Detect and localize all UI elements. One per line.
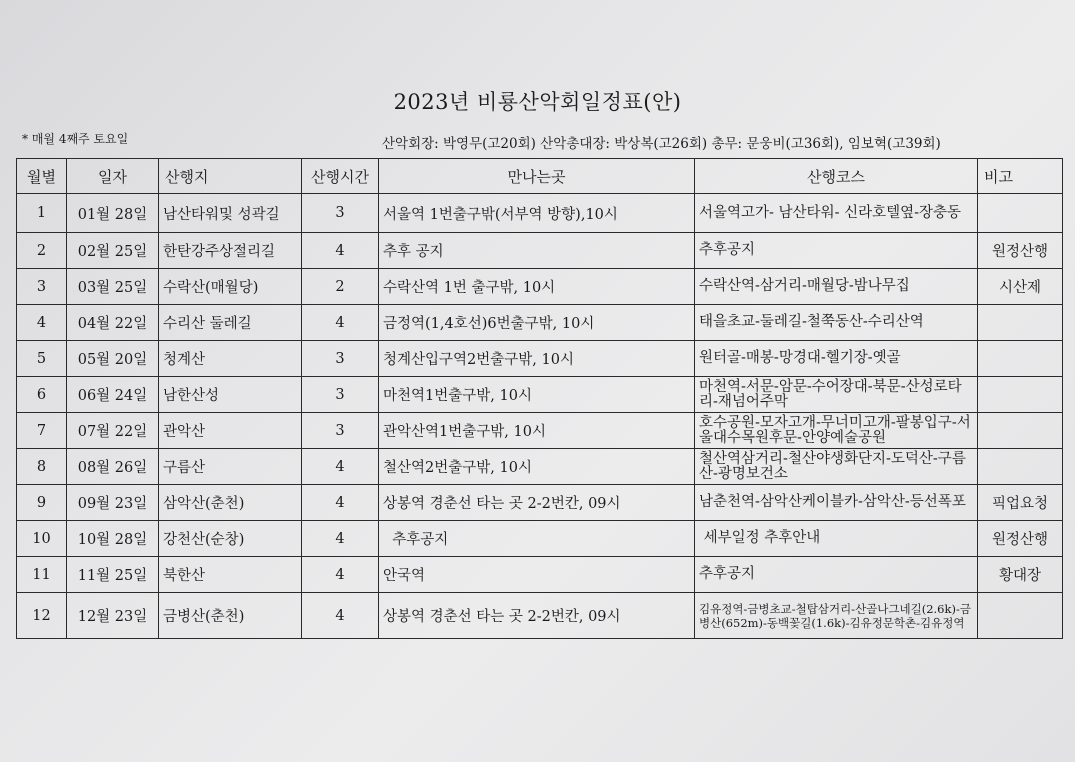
- cell-meeting-place: 추후공지: [379, 521, 695, 557]
- cell-date: 06월 24일: [67, 377, 159, 413]
- table-row: [17, 485, 1063, 521]
- cell-hours: 4: [302, 593, 379, 639]
- cell-course: 철산역삼거리-철산야생화단지-도덕산-구름산-광명보건소: [695, 449, 978, 485]
- header-meeting-place: 만나는곳: [379, 159, 695, 194]
- cell-month: 2: [17, 233, 67, 269]
- officers-line: 산악회장: 박영무(고20회) 산악총대장: 박상복(고26회) 총무: 문웅비(고36회), 임보혁(고39회): [382, 136, 941, 152]
- cell-month: 8: [17, 449, 67, 485]
- cell-date: 09월 23일: [67, 485, 159, 521]
- cell-meeting-place: 마천역1번출구밖, 10시: [379, 377, 695, 413]
- cell-course: 김유정역-금병초교-철탑삼거리-산골나그네길(2.6k)-금병산(652m)-동백꽃길(1.6k)-김유정문학촌-김유정역: [695, 593, 978, 639]
- cell-month: 4: [17, 305, 67, 341]
- header-month: 월별: [17, 159, 67, 194]
- table-row: [17, 305, 1063, 341]
- cell-place: 남한산성: [159, 377, 302, 413]
- cell-remark: [978, 341, 1063, 377]
- cell-month: 3: [17, 269, 67, 305]
- cell-place: 관악산: [159, 413, 302, 449]
- cell-place: 강천산(순창): [159, 521, 302, 557]
- table-row: [17, 233, 1063, 269]
- cell-course: 서울역고가- 남산타워- 신라호텔옆-장충동: [695, 194, 978, 233]
- table-row: [17, 377, 1063, 413]
- cell-meeting-place: 수락산역 1번 출구밖, 10시: [379, 269, 695, 305]
- cell-hours: 4: [302, 233, 379, 269]
- cell-hours: 4: [302, 449, 379, 485]
- cell-course: 마천역-서문-암문-수어장대-북문-산성로타리-재넘어주막: [695, 377, 978, 413]
- cell-meeting-place: 상봉역 경춘선 타는 곳 2-2번칸, 09시: [379, 593, 695, 639]
- cell-date: 10월 28일: [67, 521, 159, 557]
- cell-remark: [978, 593, 1063, 639]
- cell-place: 북한산: [159, 557, 302, 593]
- cell-date: 07월 22일: [67, 413, 159, 449]
- cell-hours: 4: [302, 305, 379, 341]
- cell-date: 03월 25일: [67, 269, 159, 305]
- cell-meeting-place: 안국역: [379, 557, 695, 593]
- cell-date: 04월 22일: [67, 305, 159, 341]
- cell-course: 태을초교-둘레길-철쭉동산-수리산역: [695, 305, 978, 341]
- cell-place: 금병산(춘천): [159, 593, 302, 639]
- cell-hours: 3: [302, 413, 379, 449]
- cell-place: 구름산: [159, 449, 302, 485]
- cell-month: 12: [17, 593, 67, 639]
- table-row: [17, 269, 1063, 305]
- header-course: 산행코스: [695, 159, 978, 194]
- cell-date: 11월 25일: [67, 557, 159, 593]
- table-row: [17, 449, 1063, 485]
- schedule-table: [16, 158, 1063, 639]
- cell-remark: [978, 377, 1063, 413]
- cell-place: 수락산(매월당): [159, 269, 302, 305]
- cell-month: 11: [17, 557, 67, 593]
- cell-place: 수리산 둘레길: [159, 305, 302, 341]
- cell-month: 9: [17, 485, 67, 521]
- cell-place: 한탄강주상절리길: [159, 233, 302, 269]
- cell-remark: 원정산행: [978, 233, 1063, 269]
- cell-place: 삼악산(춘천): [159, 485, 302, 521]
- table-row: [17, 341, 1063, 377]
- cell-hours: 2: [302, 269, 379, 305]
- header-remarks: 비고: [978, 159, 1063, 194]
- cell-date: 08월 26일: [67, 449, 159, 485]
- cell-remark: [978, 194, 1063, 233]
- table-row: [17, 413, 1063, 449]
- cell-course: 남춘천역-삼악산케이블카-삼악산-등선폭포: [695, 485, 978, 521]
- schedule-note: * 매월 4째주 토요일: [22, 132, 129, 146]
- cell-hours: 3: [302, 341, 379, 377]
- cell-hours: 3: [302, 194, 379, 233]
- cell-meeting-place: 상봉역 경춘선 타는 곳 2-2번칸, 09시: [379, 485, 695, 521]
- cell-course: 원터골-매봉-망경대-헬기장-옛골: [695, 341, 978, 377]
- cell-month: 5: [17, 341, 67, 377]
- cell-meeting-place: 철산역2번출구밖, 10시: [379, 449, 695, 485]
- table-row: [17, 194, 1063, 233]
- header-date: 일자: [67, 159, 159, 194]
- cell-hours: 3: [302, 377, 379, 413]
- cell-remark: [978, 305, 1063, 341]
- document-title: 2023년 비룡산악회일정표(안): [393, 90, 682, 114]
- cell-hours: 4: [302, 485, 379, 521]
- cell-meeting-place: 금정역(1,4호선)6번출구밖, 10시: [379, 305, 695, 341]
- table-header-row: [17, 159, 1063, 194]
- cell-month: 10: [17, 521, 67, 557]
- cell-meeting-place: 서울역 1번출구밖(서부역 방향),10시: [379, 194, 695, 233]
- cell-hours: 4: [302, 557, 379, 593]
- cell-remark: 픽업요청: [978, 485, 1063, 521]
- cell-meeting-place: 추후 공지: [379, 233, 695, 269]
- cell-month: 7: [17, 413, 67, 449]
- cell-month: 1: [17, 194, 67, 233]
- header-place: 산행지: [159, 159, 302, 194]
- header-hours: 산행시간: [302, 159, 379, 194]
- cell-meeting-place: 청계산입구역2번출구밖, 10시: [379, 341, 695, 377]
- cell-course: 추후공지: [695, 557, 978, 593]
- cell-remark: [978, 413, 1063, 449]
- cell-remark: [978, 449, 1063, 485]
- table-row: [17, 521, 1063, 557]
- table-row: [17, 593, 1063, 639]
- cell-place: 청계산: [159, 341, 302, 377]
- cell-remark: 황대장: [978, 557, 1063, 593]
- table-row: [17, 557, 1063, 593]
- cell-date: 01월 28일: [67, 194, 159, 233]
- cell-course: 추후공지: [695, 233, 978, 269]
- cell-course: 호수공원-모자고개-무너미고개-팔봉입구-서울대수목원후문-안양예술공원: [695, 413, 978, 449]
- cell-course: 세부일정 추후안내: [695, 521, 978, 557]
- cell-date: 12월 23일: [67, 593, 159, 639]
- cell-remark: 시산제: [978, 269, 1063, 305]
- cell-month: 6: [17, 377, 67, 413]
- cell-course: 수락산역-삼거리-매월당-밤나무집: [695, 269, 978, 305]
- cell-place: 남산타워및 성곽길: [159, 194, 302, 233]
- cell-date: 05월 20일: [67, 341, 159, 377]
- cell-meeting-place: 관악산역1번출구밖, 10시: [379, 413, 695, 449]
- cell-remark: 원정산행: [978, 521, 1063, 557]
- cell-date: 02월 25일: [67, 233, 159, 269]
- cell-hours: 4: [302, 521, 379, 557]
